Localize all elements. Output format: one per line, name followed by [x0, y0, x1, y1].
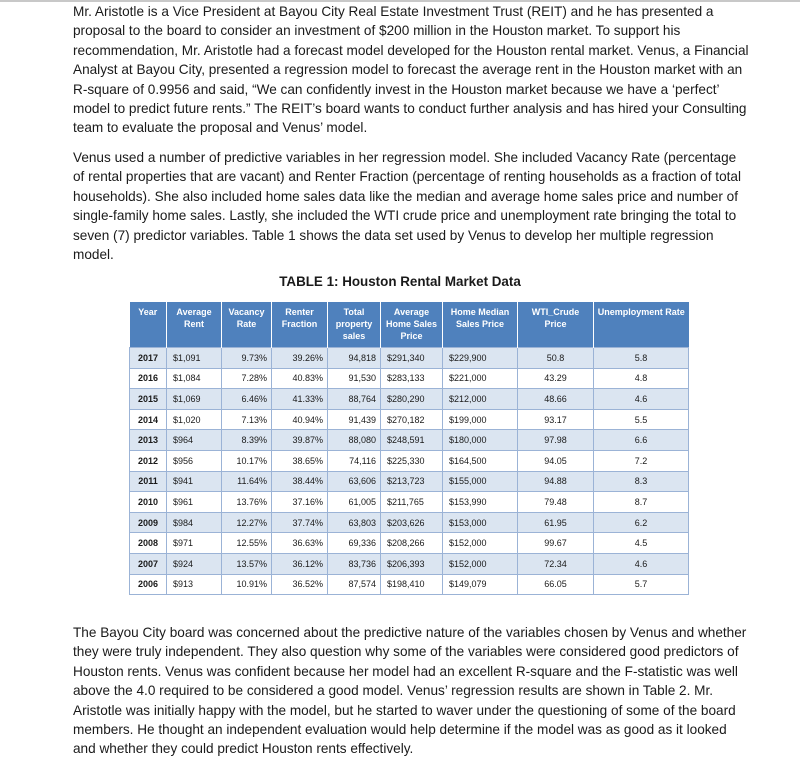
table-cell: $964: [167, 430, 222, 451]
table-cell: $984: [167, 512, 222, 533]
table-cell: 9.73%: [222, 348, 272, 369]
year-cell: 2009: [130, 512, 167, 533]
table-cell: 87,574: [328, 574, 381, 595]
table-cell: 6.6: [594, 430, 689, 451]
table-cell: 13.57%: [222, 553, 272, 574]
year-cell: 2013: [130, 430, 167, 451]
table-cell: 4.6: [594, 553, 689, 574]
table-row: [130, 450, 689, 471]
table-cell: $924: [167, 553, 222, 574]
table-cell: $152,000: [443, 553, 518, 574]
table-cell: 8.3: [594, 471, 689, 492]
year-cell: 2008: [130, 533, 167, 554]
table-cell: 5.7: [594, 574, 689, 595]
year-cell: 2016: [130, 368, 167, 389]
table-cell: $1,091: [167, 348, 222, 369]
table-cell: $211,765: [381, 492, 443, 513]
table-row: [130, 553, 689, 574]
table-cell: 41.33%: [272, 389, 328, 410]
table-title: TABLE 1: Houston Rental Market Data: [279, 274, 521, 289]
column-header: Year: [130, 302, 167, 348]
table-cell: 50.8: [518, 348, 594, 369]
table-cell: 91,530: [328, 368, 381, 389]
table-cell: 40.94%: [272, 409, 328, 430]
table-cell: 61,005: [328, 492, 381, 513]
table-cell: 38.44%: [272, 471, 328, 492]
table-cell: 97.98: [518, 430, 594, 451]
table-cell: 10.17%: [222, 450, 272, 471]
year-cell: 2010: [130, 492, 167, 513]
column-header: Average Home Sales Price: [381, 302, 443, 348]
table-cell: 88,764: [328, 389, 381, 410]
table-cell: 36.63%: [272, 533, 328, 554]
table-row: [130, 348, 689, 369]
table-cell: 94.88: [518, 471, 594, 492]
table-cell: 40.83%: [272, 368, 328, 389]
table-cell: $213,723: [381, 471, 443, 492]
year-cell: 2011: [130, 471, 167, 492]
table-row: [130, 389, 689, 410]
table-row: [130, 574, 689, 595]
table-cell: 10.91%: [222, 574, 272, 595]
table-cell: 7.13%: [222, 409, 272, 430]
column-header: Vacancy Rate: [222, 302, 272, 348]
table-cell: 4.6: [594, 389, 689, 410]
table-cell: 39.87%: [272, 430, 328, 451]
table-cell: $971: [167, 533, 222, 554]
paragraph-intro: Mr. Aristotle is a Vice President at Bayou City Real Estate Investment Trust (REIT) and he has presented a proposal to the board to consider an investment of $200 million in the Houston market. To support his recommendation, Mr. Aristotle had a forecast model developed for the Houston rental market. Venus, a Financial Analyst at Bayou City, presented a regression model to forecast the average rent in the Houston market with an R-square of 0.9956 and said, “We can confidently invest in the Houston market because we have a ‘perfect’ model to predict future rents.” The REIT’s board wants to conduct further analysis and has hired your Consulting team to evaluate the proposal and Venus’ model.: [73, 4, 749, 136]
table-cell: 5.5: [594, 409, 689, 430]
table-cell: 74,116: [328, 450, 381, 471]
table-cell: 43.29: [518, 368, 594, 389]
table-cell: 63,803: [328, 512, 381, 533]
table-cell: $212,000: [443, 389, 518, 410]
table-cell: $199,000: [443, 409, 518, 430]
table-cell: $164,500: [443, 450, 518, 471]
table-cell: $270,182: [381, 409, 443, 430]
table-cell: 13.76%: [222, 492, 272, 513]
table-cell: $291,340: [381, 348, 443, 369]
column-header: Total property sales: [328, 302, 381, 348]
table-row: [130, 430, 689, 451]
table-cell: $153,000: [443, 512, 518, 533]
table-cell: 36.12%: [272, 553, 328, 574]
table-cell: $225,330: [381, 450, 443, 471]
year-cell: 2014: [130, 409, 167, 430]
table-cell: 48.66: [518, 389, 594, 410]
table-cell: $283,133: [381, 368, 443, 389]
table-cell: 4.5: [594, 533, 689, 554]
year-cell: 2017: [130, 348, 167, 369]
table-cell: 93.17: [518, 409, 594, 430]
table-cell: 66.05: [518, 574, 594, 595]
table-row: [130, 492, 689, 513]
table-cell: 38.65%: [272, 450, 328, 471]
houston-rental-data-table: [129, 302, 689, 595]
table-row: [130, 471, 689, 492]
table-cell: 6.46%: [222, 389, 272, 410]
table-cell: 61.95: [518, 512, 594, 533]
table-cell: 94,818: [328, 348, 381, 369]
table-cell: 69,336: [328, 533, 381, 554]
table-row: [130, 533, 689, 554]
table-cell: $248,591: [381, 430, 443, 451]
column-header: Home Median Sales Price: [443, 302, 518, 348]
table-cell: 6.2: [594, 512, 689, 533]
table-cell: $913: [167, 574, 222, 595]
table-cell: 39.26%: [272, 348, 328, 369]
year-cell: 2012: [130, 450, 167, 471]
table-cell: 11.64%: [222, 471, 272, 492]
table-cell: $208,266: [381, 533, 443, 554]
table-cell: 12.27%: [222, 512, 272, 533]
paragraph-board-concerns: The Bayou City board was concerned about the predictive nature of the variables chosen by Venus and whether they were truly independent. They also question why some of the variables were considered good predictors of Houston rents. Venus was confident because her model had an excellent R-square and the F-statistic was well above the 4.0 required to be considered a good model. Venus’ regression results are shown in Table 2. Mr. Aristotle was initially happy with the model, but he started to waver under the questioning of some of the board members. He thought an independent evaluation would help determine if the model was as good as it looked and whether they could predict Houston rents effectively.: [73, 625, 747, 757]
table-cell: 8.39%: [222, 430, 272, 451]
table-cell: $221,000: [443, 368, 518, 389]
table-cell: $206,393: [381, 553, 443, 574]
table-cell: $1,069: [167, 389, 222, 410]
year-cell: 2007: [130, 553, 167, 574]
table-cell: 7.2: [594, 450, 689, 471]
table-cell: 79.48: [518, 492, 594, 513]
table-cell: 94.05: [518, 450, 594, 471]
column-header: Renter Fraction: [272, 302, 328, 348]
table-row: [130, 368, 689, 389]
table-row: [130, 409, 689, 430]
column-header: WTI_Crude Price: [518, 302, 594, 348]
year-cell: 2006: [130, 574, 167, 595]
column-header: Average Rent: [167, 302, 222, 348]
table-row: [130, 512, 689, 533]
table-cell: $229,900: [443, 348, 518, 369]
table-cell: $180,000: [443, 430, 518, 451]
table-cell: 4.8: [594, 368, 689, 389]
year-cell: 2015: [130, 389, 167, 410]
table-cell: 36.52%: [272, 574, 328, 595]
table-cell: $152,000: [443, 533, 518, 554]
table-cell: 8.7: [594, 492, 689, 513]
table-cell: $1,084: [167, 368, 222, 389]
table-cell: $1,020: [167, 409, 222, 430]
column-header: Unemployment Rate: [594, 302, 689, 348]
table-cell: 91,439: [328, 409, 381, 430]
table-cell: $280,290: [381, 389, 443, 410]
table-cell: $956: [167, 450, 222, 471]
table-cell: 88,080: [328, 430, 381, 451]
table-cell: 37.74%: [272, 512, 328, 533]
table-header-row: [130, 302, 689, 348]
table-cell: 63,606: [328, 471, 381, 492]
table-cell: 37.16%: [272, 492, 328, 513]
table-body: [130, 348, 689, 595]
table-cell: 72.34: [518, 553, 594, 574]
table-cell: 99.67: [518, 533, 594, 554]
table-cell: $149,079: [443, 574, 518, 595]
table-cell: $961: [167, 492, 222, 513]
table-cell: 7.28%: [222, 368, 272, 389]
table-cell: 12.55%: [222, 533, 272, 554]
table-cell: $155,000: [443, 471, 518, 492]
table-cell: $941: [167, 471, 222, 492]
table-cell: $203,626: [381, 512, 443, 533]
table-cell: 83,736: [328, 553, 381, 574]
table-cell: $153,990: [443, 492, 518, 513]
table-cell: 5.8: [594, 348, 689, 369]
paragraph-predictors: Venus used a number of predictive variables in her regression model. She included Vacancy Rate (percentage of rental properties that are vacant) and Renter Fraction (percentage of renting households as a fraction of total households). She also included home sales data like the median and average home sales price and number of single-family home sales. Lastly, she included the WTI crude price and unemployment rate bringing the total to seven (7) predictor variables. Table 1 shows the data set used by Venus to develop her multiple regression model.: [73, 150, 741, 263]
table-cell: $198,410: [381, 574, 443, 595]
